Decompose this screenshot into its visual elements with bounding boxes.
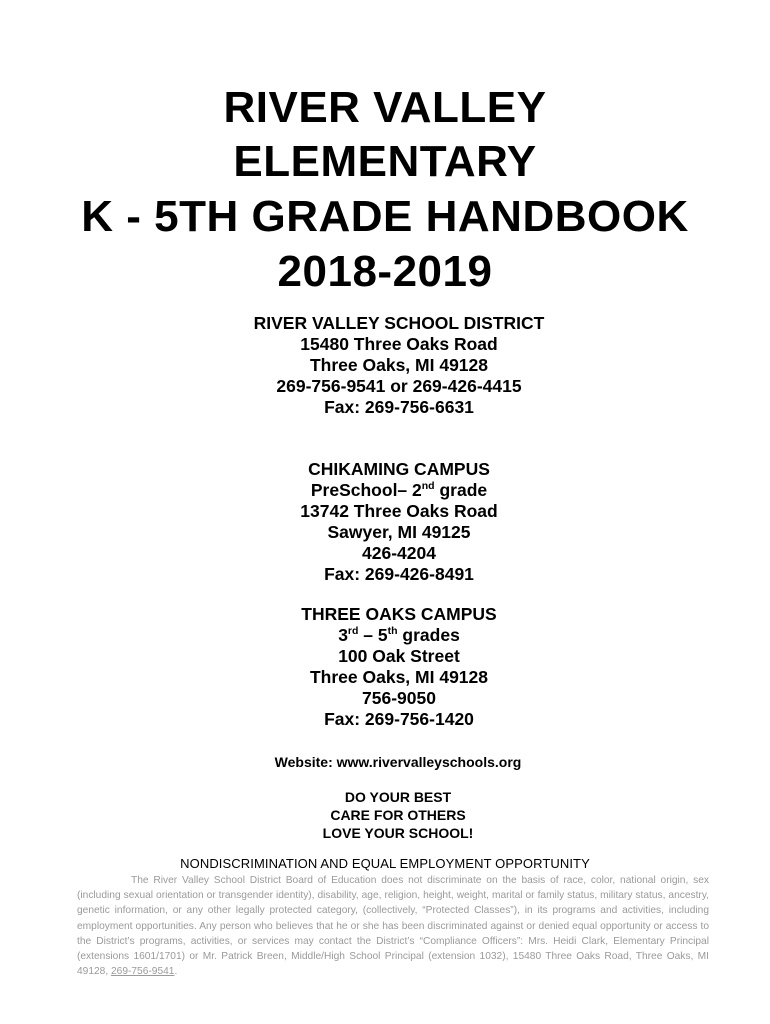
motto-line-1: DO YOUR BEST (344, 789, 452, 805)
chikaming-street: 13742 Three Oaks Road (300, 501, 498, 521)
chikaming-grades-suffix: grade (434, 480, 488, 500)
district-phones: 269-756-9541 or 269-426-4415 (276, 376, 522, 396)
three-oaks-grades (0, 625, 770, 646)
district-fax: Fax: 269-756-6631 (324, 397, 474, 417)
chikaming-phone: 426-4204 (362, 543, 436, 563)
district-name: RIVER VALLEY SCHOOL DISTRICT (253, 313, 545, 333)
website-line: Website: www.rivervalleyschools.org (274, 754, 522, 770)
chikaming-city: Sawyer, MI 49125 (327, 522, 471, 542)
district-city: Three Oaks, MI 49128 (309, 355, 489, 375)
motto-line-2: CARE FOR OTHERS (330, 807, 466, 823)
title-year: 2018-2019 (277, 247, 493, 296)
three-oaks-city: Three Oaks, MI 49128 (309, 667, 489, 687)
compliance-phone-link[interactable]: 269-756-9541 (111, 966, 175, 978)
three-oaks-fax: Fax: 269-756-1420 (324, 709, 474, 729)
three-oaks-grade-start-sup: rd (347, 625, 359, 638)
three-oaks-grades-suffix: grades (397, 625, 460, 645)
chikaming-grades (0, 480, 770, 501)
nondiscrimination-text: The River Valley School District Board of Education does not discriminate on the basis of race, color, national origin, sex (including sexual orientation or transgender identity), disability, age, religion, height, weight, marital or family status, military status, ancestry, genetic information, or any other legally protected category, (collectively, “Protected Classes”), in its programs and activities, including employment opportunities. Any person who believes that he or she has been discriminated against or denied equal opportunity or access to the District’s programs, activities, or services may contact the District’s “Compliance Officers”: Mrs. Heidi Clark, Elementary Principal (extensions 1601/1701) or Mr. Patrick Breen, Middle/High School Principal (extension 1032), 15480 Three Oaks Road, Three Oaks, MI 49128, (77, 875, 709, 978)
motto-line-3: LOVE YOUR SCHOOL! (322, 825, 474, 841)
nondiscrimination-heading: NONDISCRIMINATION AND EQUAL EMPLOYMENT OPPORTUNITY (180, 856, 590, 871)
three-oaks-grade-start: 3 (338, 625, 348, 645)
chikaming-grades-sup: nd (421, 480, 435, 493)
chikaming-fax: Fax: 269-426-8491 (324, 564, 474, 584)
nondiscrimination-body (77, 873, 709, 979)
school-motto (0, 788, 770, 842)
three-oaks-name: THREE OAKS CAMPUS (301, 604, 497, 624)
three-oaks-street: 100 Oak Street (338, 646, 460, 666)
three-oaks-grade-mid: – 5 (358, 625, 388, 645)
chikaming-campus-block (0, 459, 770, 585)
title-line-3: K - 5TH GRADE HANDBOOK (81, 192, 689, 241)
nondiscrimination-end: . (174, 966, 178, 978)
three-oaks-campus-block (0, 604, 770, 730)
district-address-block (0, 313, 770, 418)
district-street: 15480 Three Oaks Road (300, 334, 498, 354)
three-oaks-grade-end-sup: th (387, 625, 398, 638)
title-line-2: ELEMENTARY (233, 137, 537, 186)
three-oaks-phone: 756-9050 (362, 688, 436, 708)
chikaming-grades-prefix: PreSchool– 2 (310, 480, 422, 500)
chikaming-name: CHIKAMING CAMPUS (308, 459, 490, 479)
title-line-1: RIVER VALLEY (223, 83, 547, 132)
